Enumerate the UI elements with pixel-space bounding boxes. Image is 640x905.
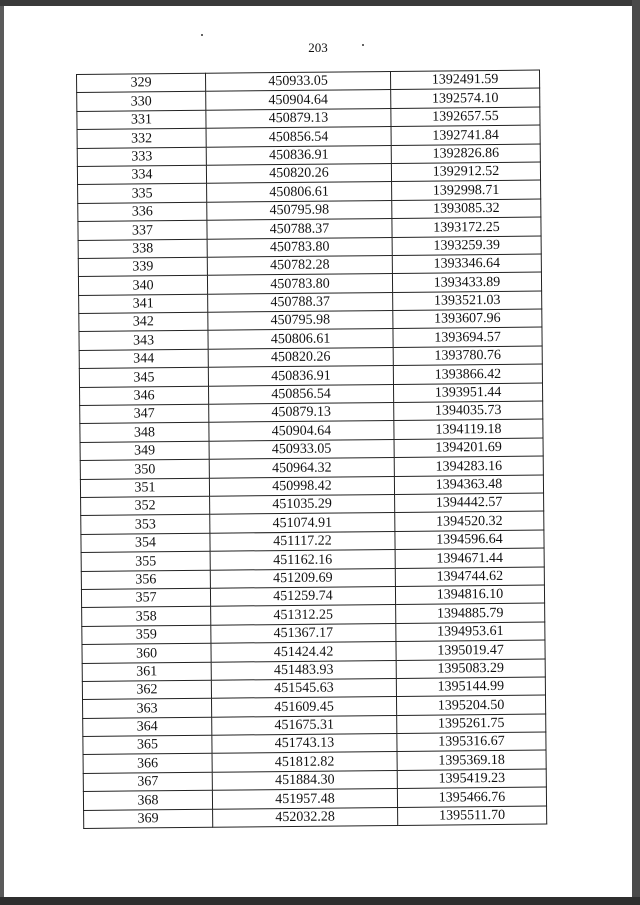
northing-cell: 1395466.76	[397, 787, 546, 807]
point-number-cell: 363	[83, 699, 212, 719]
easting-cell: 450856.54	[208, 384, 393, 404]
easting-cell: 450998.42	[209, 476, 394, 496]
point-number-cell: 340	[78, 276, 207, 296]
northing-cell: 1392998.71	[392, 180, 541, 200]
point-number-cell: 332	[77, 128, 206, 148]
northing-cell: 1393346.64	[392, 254, 541, 274]
northing-cell: 1392657.55	[391, 107, 540, 127]
page-number: 203	[308, 40, 328, 55]
northing-cell: 1393866.42	[393, 364, 542, 384]
easting-cell: 450964.32	[209, 458, 394, 478]
northing-cell: 1392741.84	[391, 125, 540, 145]
northing-cell: 1393259.39	[392, 236, 541, 256]
easting-cell: 450795.98	[208, 311, 393, 331]
point-number-cell: 348	[80, 423, 209, 443]
coordinate-table	[76, 70, 547, 829]
northing-cell: 1394442.57	[395, 493, 544, 513]
easting-cell: 451312.25	[211, 605, 396, 625]
northing-cell: 1394885.79	[396, 603, 545, 623]
easting-cell: 450879.13	[209, 402, 394, 422]
easting-cell: 451545.63	[211, 678, 396, 698]
easting-cell: 450806.61	[207, 182, 392, 202]
northing-cell: 1393433.89	[392, 272, 541, 292]
northing-cell: 1392574.10	[391, 88, 540, 108]
easting-cell: 451162.16	[210, 550, 395, 570]
point-number-cell: 334	[77, 165, 206, 185]
point-number-cell: 341	[79, 294, 208, 314]
easting-cell: 450782.28	[207, 255, 392, 275]
easting-cell: 450820.26	[208, 347, 393, 367]
northing-cell: 1395511.70	[398, 806, 547, 826]
point-number-cell: 356	[81, 570, 210, 590]
point-number-cell: 352	[81, 496, 210, 516]
northing-cell: 1394201.69	[394, 438, 543, 458]
easting-cell: 451743.13	[212, 734, 397, 754]
easting-cell: 450836.91	[208, 366, 393, 386]
easting-cell: 451367.17	[211, 623, 396, 643]
point-number-cell: 346	[80, 386, 209, 406]
scan-bottom-edge	[0, 897, 640, 905]
easting-cell: 450788.37	[207, 219, 392, 239]
table-row	[84, 806, 547, 829]
point-number-cell: 357	[81, 588, 210, 608]
point-number-cell: 345	[79, 367, 208, 387]
point-number-cell: 337	[78, 220, 207, 240]
point-number-cell: 360	[82, 643, 211, 663]
easting-cell: 451259.74	[210, 586, 395, 606]
easting-cell: 450795.98	[207, 200, 392, 220]
northing-cell: 1395419.23	[397, 769, 546, 789]
easting-cell: 451884.30	[212, 770, 397, 790]
point-number-cell: 362	[82, 680, 211, 700]
northing-cell: 1394596.64	[395, 530, 544, 550]
easting-cell: 450933.05	[205, 71, 390, 91]
point-number-cell: 333	[77, 147, 206, 167]
point-number-cell: 343	[79, 331, 208, 351]
point-number-cell: 366	[83, 754, 212, 774]
northing-cell: 1395369.18	[397, 750, 546, 770]
coordinate-table-body	[77, 70, 547, 828]
northing-cell: 1395204.50	[396, 695, 545, 715]
easting-cell: 450904.64	[209, 421, 394, 441]
northing-cell: 1394953.61	[396, 622, 545, 642]
easting-cell: 450836.91	[206, 145, 391, 165]
easting-cell: 451117.22	[210, 531, 395, 551]
point-number-cell: 365	[83, 735, 212, 755]
point-number-cell: 339	[78, 257, 207, 277]
point-number-cell: 350	[80, 459, 209, 479]
northing-cell: 1393085.32	[392, 199, 541, 219]
point-number-cell: 364	[83, 717, 212, 737]
easting-cell: 450806.61	[208, 329, 393, 349]
easting-cell: 451957.48	[212, 789, 397, 809]
northing-cell: 1394119.18	[394, 419, 543, 439]
point-number-cell: 349	[80, 441, 209, 461]
northing-cell: 1393694.57	[393, 328, 542, 348]
document-page	[4, 6, 632, 899]
point-number-cell: 358	[82, 607, 211, 627]
northing-cell: 1393780.76	[393, 346, 542, 366]
point-number-cell: 351	[80, 478, 209, 498]
point-number-cell: 338	[78, 239, 207, 259]
northing-cell: 1395019.47	[396, 640, 545, 660]
point-number-cell: 359	[82, 625, 211, 645]
point-number-cell: 369	[84, 809, 213, 829]
point-number-cell: 361	[82, 662, 211, 682]
point-number-cell: 331	[77, 110, 206, 130]
northing-cell: 1395261.75	[397, 714, 546, 734]
northing-cell: 1395083.29	[396, 659, 545, 679]
easting-cell: 451424.42	[211, 642, 396, 662]
northing-cell: 1394035.73	[394, 401, 543, 421]
northing-cell: 1394671.44	[395, 548, 544, 568]
point-number-cell: 342	[79, 312, 208, 332]
easting-cell: 450788.37	[208, 292, 393, 312]
point-number-cell: 355	[81, 551, 210, 571]
point-number-cell: 367	[83, 772, 212, 792]
easting-cell: 450856.54	[206, 127, 391, 147]
easting-cell: 450879.13	[206, 108, 391, 128]
easting-cell: 450783.80	[207, 274, 392, 294]
scan-speck	[201, 34, 203, 36]
northing-cell: 1393521.03	[393, 291, 542, 311]
easting-cell: 451675.31	[212, 715, 397, 735]
northing-cell: 1392826.86	[391, 144, 540, 164]
scan-right-edge	[632, 0, 640, 905]
northing-cell: 1392491.59	[390, 70, 539, 90]
point-number-cell: 347	[80, 404, 209, 424]
easting-cell: 451812.82	[212, 752, 397, 772]
point-number-cell: 335	[78, 184, 207, 204]
point-number-cell: 344	[79, 349, 208, 369]
northing-cell: 1394744.62	[395, 567, 544, 587]
point-number-cell: 336	[78, 202, 207, 222]
northing-cell: 1394283.16	[394, 456, 543, 476]
point-number-cell: 329	[77, 73, 206, 93]
northing-cell: 1394816.10	[395, 585, 544, 605]
point-number-cell: 330	[77, 92, 206, 112]
easting-cell: 451209.69	[210, 568, 395, 588]
northing-cell: 1394363.48	[394, 475, 543, 495]
easting-cell: 450904.64	[206, 90, 391, 110]
point-number-cell: 353	[81, 515, 210, 535]
point-number-cell: 354	[81, 533, 210, 553]
northing-cell: 1393607.96	[393, 309, 542, 329]
northing-cell: 1395316.67	[397, 732, 546, 752]
easting-cell: 451035.29	[210, 494, 395, 514]
northing-cell: 1395144.99	[396, 677, 545, 697]
northing-cell: 1393172.25	[392, 217, 541, 237]
easting-cell: 451609.45	[212, 697, 397, 717]
easting-cell: 450783.80	[207, 237, 392, 257]
scan-speck	[362, 44, 364, 46]
point-number-cell: 368	[83, 790, 212, 810]
easting-cell: 450933.05	[209, 439, 394, 459]
easting-cell: 452032.28	[213, 807, 398, 827]
easting-cell: 450820.26	[206, 163, 391, 183]
easting-cell: 451074.91	[210, 513, 395, 533]
northing-cell: 1392912.52	[391, 162, 540, 182]
northing-cell: 1393951.44	[393, 383, 542, 403]
northing-cell: 1394520.32	[395, 511, 544, 531]
easting-cell: 451483.93	[211, 660, 396, 680]
